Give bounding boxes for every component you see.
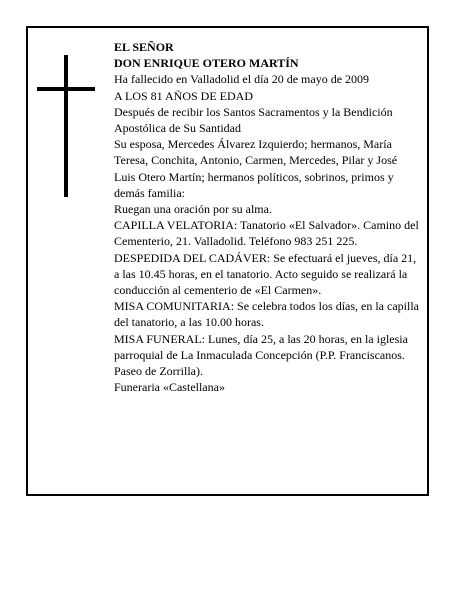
family-paragraph: Su esposa, Mercedes Álvarez Izquierdo; hermanos, María Teresa, Conchita, Antonio, Carmen, Mercedes, Pilar y José Luis Otero Martín; hermanos políticos, sobrinos, primos y demás familia: <box>114 137 398 200</box>
farewell-paragraph: DESPEDIDA DEL CADÁVER: Se efectuará el jueves, día 21, a las 10.45 horas, en el tanatorio. Acto seguido se realizará la conducción al cementerio de «El Carmen». <box>114 250 417 298</box>
funeral-home-line: Funeraria «Castellana» <box>114 380 225 395</box>
obituary-text <box>114 39 420 395</box>
funeral-mass-paragraph: MISA FUNERAL: Lunes, día 25, a las 20 horas, en la iglesia parroquial de La Inmaculada Concepción (P.P. Franciscanos. Paseo de Zorrilla). <box>114 331 408 379</box>
community-mass-paragraph: MISA COMUNITARIA: Se celebra todos los días, en la capilla del tanatorio, a las 10.00 horas. <box>114 299 419 330</box>
cross-vertical-bar <box>64 55 68 197</box>
age-line: A LOS 81 AÑOS DE EDAD <box>114 88 254 103</box>
deceased-name: DON ENRIQUE OTERO MARTÍN <box>114 56 299 71</box>
prayer-line: Ruegan una oración por su alma. <box>114 202 272 217</box>
cross-icon <box>37 55 95 197</box>
deceased-title: EL SEÑOR <box>114 40 174 54</box>
sacraments-paragraph: Después de recibir los Santos Sacramentos y la Bendición Apostólica de Su Santidad <box>114 104 393 136</box>
chapel-paragraph: CAPILLA VELATORIA: Tanatorio «El Salvador». Camino del Cementerio, 21. Valladolid. Teléfono 983 251 225. <box>114 218 419 249</box>
cross-horizontal-bar <box>37 87 95 91</box>
death-date-line: Ha fallecido en Valladolid el día 20 de mayo de 2009 <box>114 72 370 87</box>
